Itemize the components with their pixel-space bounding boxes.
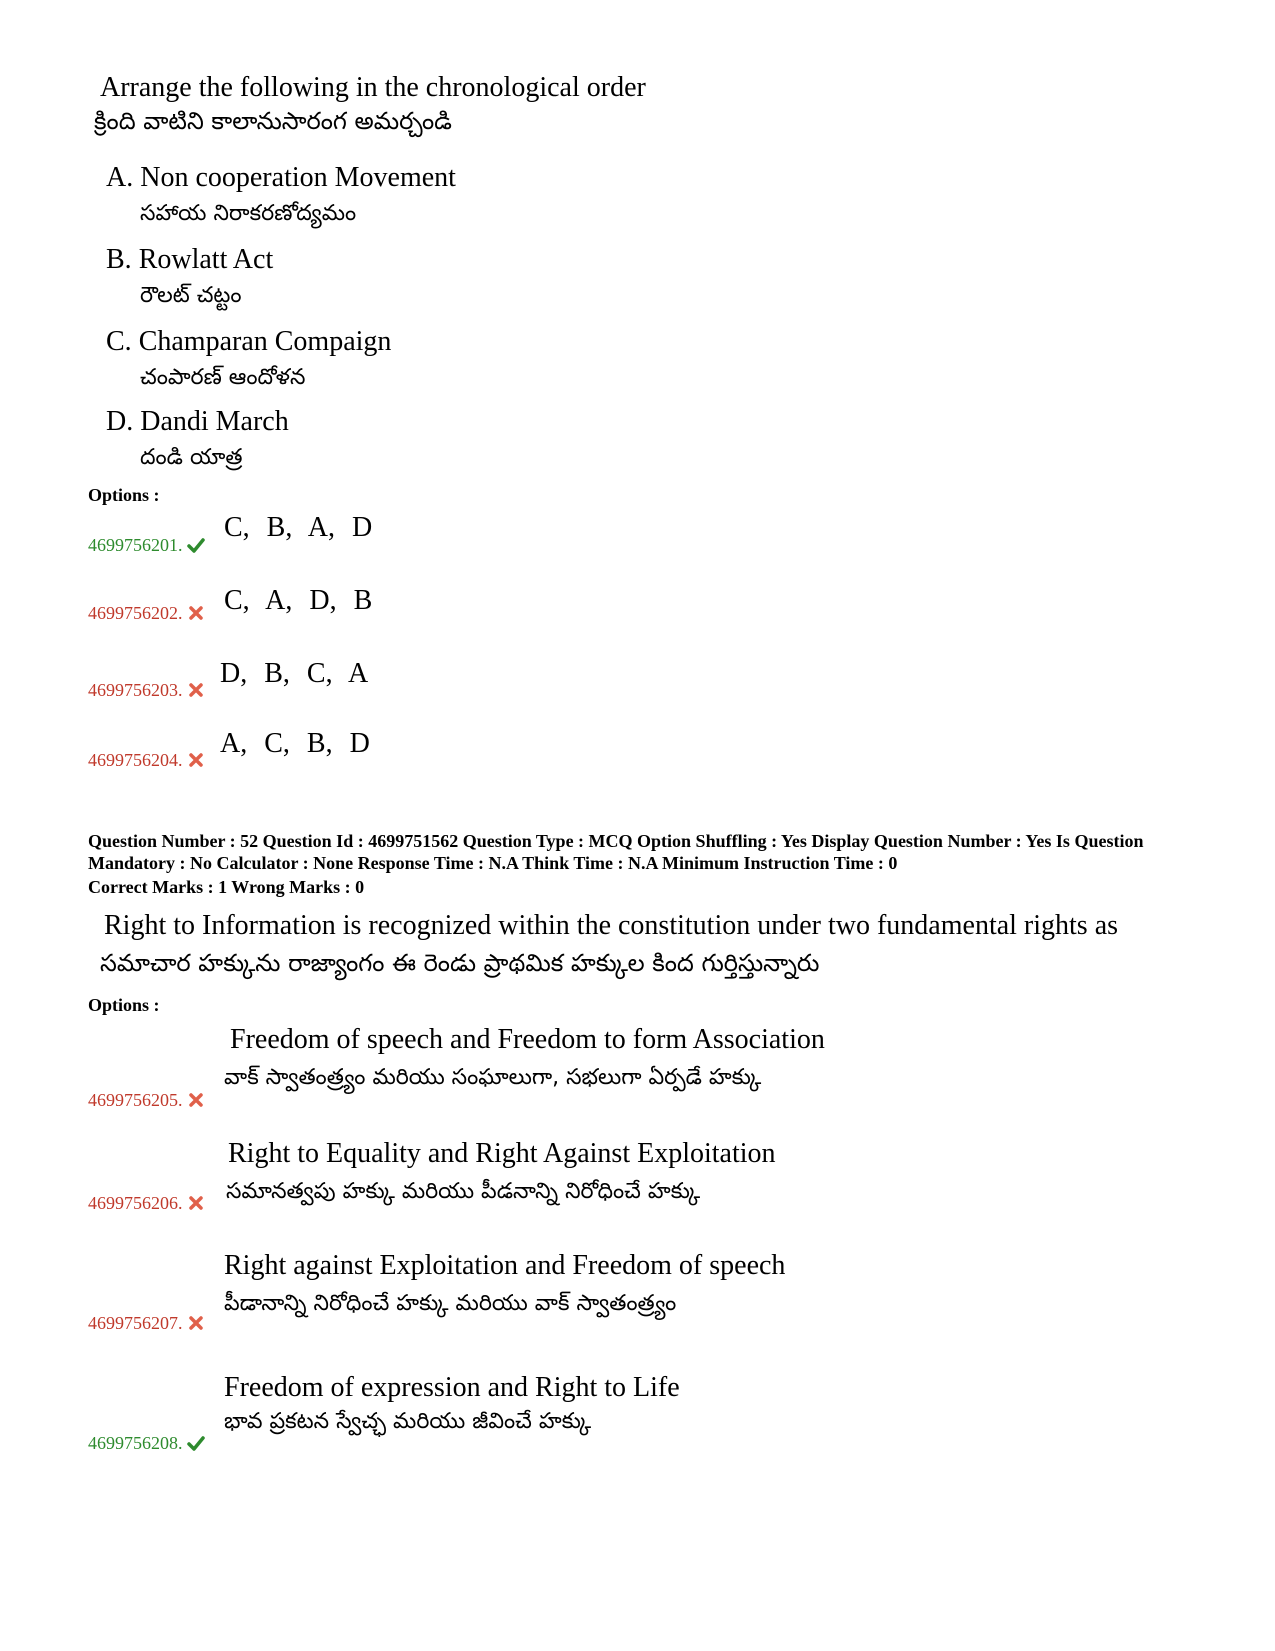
cross-icon — [187, 604, 205, 622]
question-text-te: సమాచార హక్కును రాజ్యాంగం ఈ రెండు ప్రాథమిక హక్కుల కింద గుర్తిస్తున్నారు — [100, 949, 820, 977]
question-meta: Question Number : 52 Question Id : 4699751562 Question Type : MCQ Option Shuffling : Yes Display Question Number : Yes Is Question Mandatory : No Calculator : None Response Time : N.A Think Time : N.A Minimum Instruction Time : 0 — [88, 831, 1144, 873]
option-id: 4699756203. — [88, 679, 205, 701]
option-id: 4699756208. — [88, 1432, 205, 1454]
cross-icon — [187, 1314, 205, 1332]
option-id: 4699756202. — [88, 602, 205, 624]
option-id: 4699756207. — [88, 1312, 205, 1334]
item-c: C. Champaran Compaign — [106, 326, 392, 357]
marks-info: Correct Marks : 1 Wrong Marks : 0 — [88, 877, 365, 897]
question-text-en: Right to Information is recognized within the constitution under two fundamental rights as — [104, 910, 1119, 941]
option-text[interactable]: Freedom of speech and Freedom to form Association — [230, 1024, 825, 1055]
option-id: 4699756201. — [88, 534, 205, 556]
option-text[interactable]: Right against Exploitation and Freedom of speech — [224, 1250, 786, 1281]
option-text[interactable]: A, C, B, D — [220, 728, 370, 759]
question-text-en: Arrange the following in the chronological order — [100, 72, 646, 103]
options-label: Options : — [88, 485, 160, 505]
item-b-te: రౌలట్ చట్టం — [140, 283, 242, 308]
option-text-te: సమానత్వపు హక్కు మరియు పీడనాన్ని నిరోధించే హక్కు — [226, 1179, 701, 1204]
option-text[interactable]: Freedom of expression and Right to Life — [224, 1372, 680, 1403]
check-icon — [187, 536, 205, 554]
cross-icon — [187, 751, 205, 769]
check-icon — [187, 1434, 205, 1452]
item-a-te: సహాయ నిరాకరణోద్యమం — [140, 201, 357, 226]
cross-icon — [187, 681, 205, 699]
option-text-te: వాక్ స్వాతంత్ర్యం మరియు సంఘాలుగా, సభలుగా ఏర్పడే హక్కు — [224, 1065, 762, 1090]
question-text-te: క్రింది వాటిని కాలానుసారంగ అమర్చండి — [94, 107, 452, 135]
option-id: 4699756206. — [88, 1192, 205, 1214]
option-text[interactable]: Right to Equality and Right Against Exploitation — [228, 1138, 776, 1169]
option-id: 4699756205. — [88, 1089, 205, 1111]
option-text-te: పీడానాన్ని నిరోధించే హక్కు మరియు వాక్ స్వాతంత్ర్యం — [224, 1291, 677, 1316]
item-b: B. Rowlatt Act — [106, 244, 274, 275]
cross-icon — [187, 1194, 205, 1212]
option-text-te: భావ ప్రకటన స్వేచ్ఛ మరియు జీవించే హక్కు — [224, 1409, 592, 1434]
item-d-te: దండి యాత్ర — [140, 445, 243, 470]
cross-icon — [187, 1091, 205, 1109]
option-text[interactable]: D, B, C, A — [220, 658, 369, 689]
option-id: 4699756204. — [88, 749, 205, 771]
item-a: A. Non cooperation Movement — [106, 162, 456, 193]
option-text[interactable]: C, B, A, D — [224, 512, 373, 543]
item-c-te: చంపారణ్ ఆందోళన — [140, 365, 306, 390]
option-text[interactable]: C, A, D, B — [224, 585, 373, 616]
options-label: Options : — [88, 995, 160, 1015]
item-d: D. Dandi March — [106, 406, 289, 437]
